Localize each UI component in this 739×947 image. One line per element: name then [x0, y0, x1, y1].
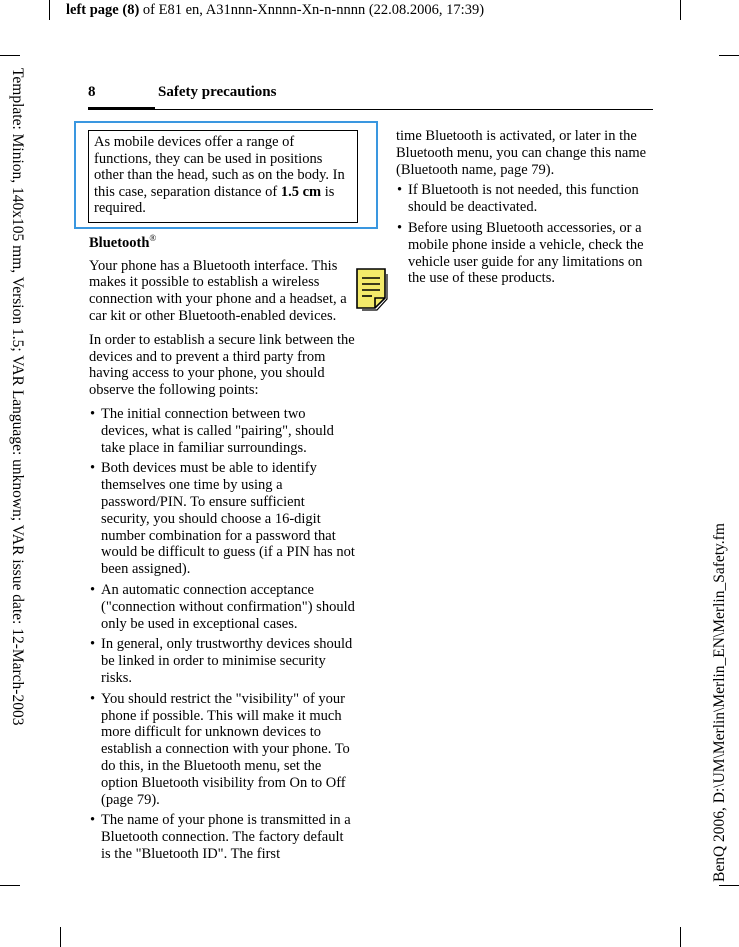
section-heading-text: Bluetooth	[89, 234, 150, 251]
right-column	[396, 128, 652, 291]
continuation-text: time Bluetooth is activated, or later in the Bluetooth menu, you can change this name (Bluetooth name, page 79).	[396, 128, 647, 178]
notice-text-start: As mobile devices offer a range of functions, they can be used in positions other than the head, such as on the body. In this case, separation distance of	[94, 134, 345, 200]
right-points-list	[396, 182, 652, 287]
list-item: • If Bluetooth is not needed, this function should be deactivated.	[396, 182, 652, 216]
template-info: Template: Minion, 140x105 mm, Version 1.5; VAR Language: unknown; VAR issue date: 12-March-2003	[9, 68, 26, 726]
list-item: • You should restrict the "visibility" of your phone if possible. This will make it much more difficult for unknown devices to establish a connection with your phone. To do this, in the Bluetooth menu, set the option Bluetooth visibility from On to Off (page 79).	[89, 691, 355, 809]
section-heading	[89, 230, 355, 252]
crop-mark	[0, 55, 20, 56]
list-item: • In general, only trustworthy devices should be linked in order to minimise security risks.	[89, 636, 355, 686]
template-sidebar	[4, 68, 32, 768]
page-title: Safety precautions	[158, 84, 277, 100]
selection-highlight[interactable]	[74, 121, 378, 229]
file-path-sidebar	[708, 490, 736, 882]
print-header-details: of E81 en, A31nnn-Xnnnn-Xn-n-nnnn (22.08.2006, 17:39)	[139, 2, 485, 18]
crop-mark	[680, 927, 681, 947]
crop-mark	[49, 0, 50, 20]
crop-mark	[719, 885, 739, 886]
file-path: BenQ 2006, D:\UM\Merlin\Merlin_EN\Merlin_Safety.fm	[711, 523, 728, 882]
print-header	[66, 2, 484, 19]
crop-mark	[680, 0, 681, 20]
list-item: • The initial connection between two devices, what is called "pairing", should take place in familiar surroundings.	[89, 406, 355, 456]
security-paragraph: In order to establish a secure link between the devices and to prevent a third party from having access to your phone, you should observe the following points:	[89, 331, 355, 399]
crop-mark	[719, 55, 739, 56]
intro-paragraph: Your phone has a Bluetooth interface. This makes it possible to establish a wireless connection with your phone and a headset, a car kit or other Bluetooth-enabled devices.	[89, 257, 347, 325]
registered-mark: ®	[149, 233, 157, 243]
heading-rule	[88, 109, 653, 110]
crop-mark	[0, 885, 20, 886]
left-column	[89, 230, 355, 867]
note-icon	[354, 266, 390, 317]
print-header-page: left page (8)	[66, 2, 140, 18]
list-item: • The name of your phone is transmitted in a Bluetooth connection. The factory default is the "Bluetooth ID". The first	[89, 812, 355, 862]
crop-mark	[60, 927, 61, 947]
notice-distance: 1.5 cm	[280, 183, 322, 200]
list-item: • An automatic connection acceptance ("connection without confirmation") should only be used in exceptional cases.	[89, 582, 355, 632]
page-number: 8	[88, 84, 96, 100]
security-points-list	[89, 406, 355, 863]
notice-text-end: is required.	[94, 183, 335, 216]
list-item: • Before using Bluetooth accessories, or a mobile phone inside a vehicle, check the vehicle user guide for any limitations on the use of these products.	[396, 220, 652, 287]
list-item: • Both devices must be able to identify themselves one time by using a password/PIN. To ensure sufficient security, you should choose a 16-digit number combination for a password that would be difficult to guess (if a PIN has not been assigned).	[89, 460, 355, 578]
